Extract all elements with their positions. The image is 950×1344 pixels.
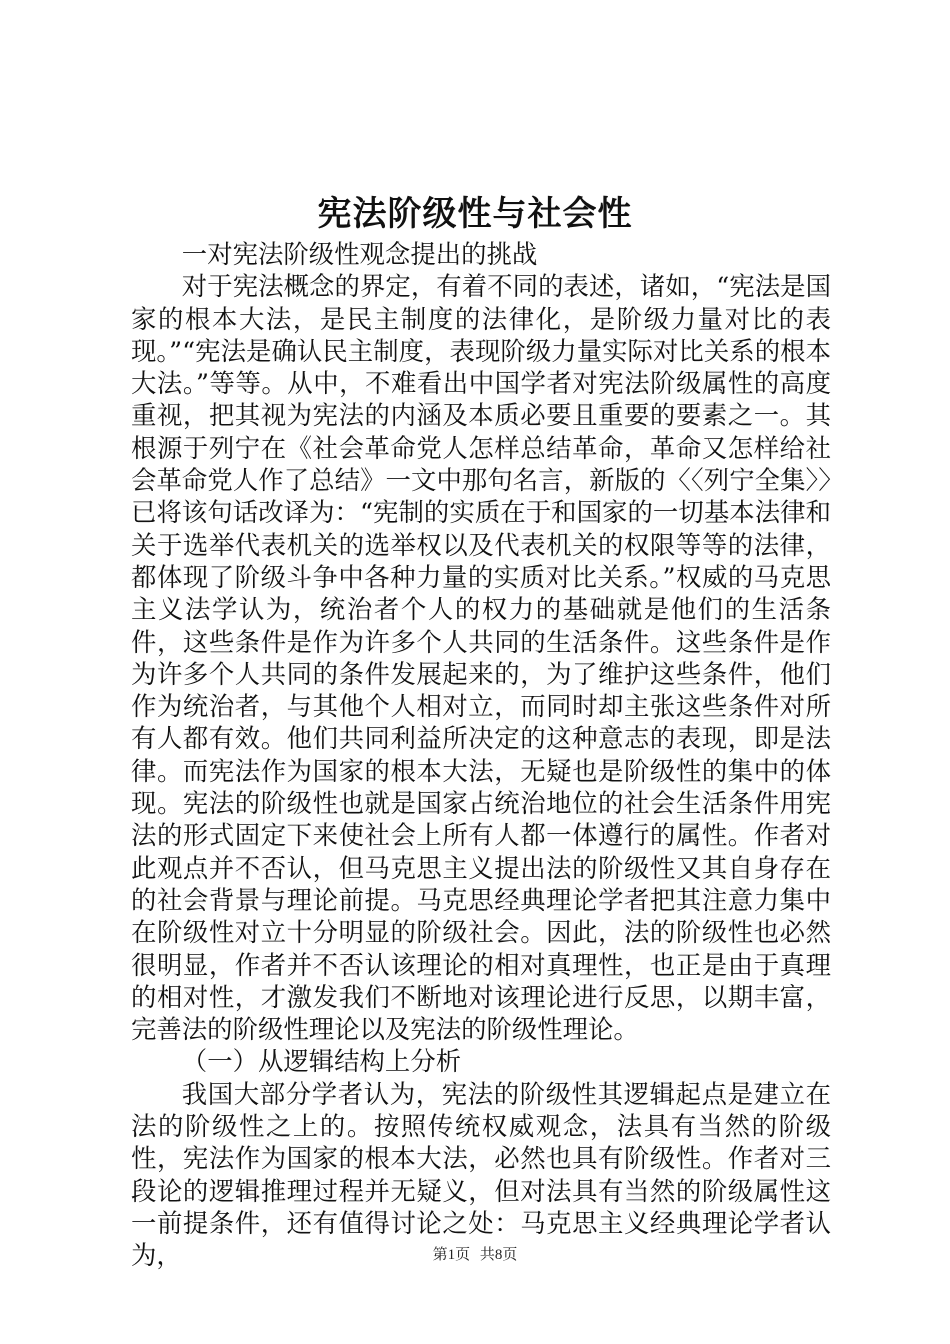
body-paragraph: 对于宪法概念的界定，有着不同的表述，诸如，“宪法是国家的根本大法，是民主制度的法律化，是阶级力量对比的表现。”“宪法是确认民主制度，表现阶级力量实际对比关系的根本大法。”等等。从中，不难看出中国学者对宪法阶级属性的高度重视，把其视为宪法的内涵及本质必要且重要的要素之一。其根源于列宁在《社会革命党人怎样总结革命，革命又怎样给社会革命党人作了总结》一文中那句名言，新版的〈〈列宁全集〉〉已将该句话改译为：“宪制的实质在于和国家的一切基本法律和关于选举代表机关的选举权以及代表机关的权限等等的法律，都体现了阶级斗争中各种力量的实质对比关系。”权威的马克思主义法学认为，统治者个人的权力的基础就是他们的生活条件，这些条件是作为许多个人共同的生活条件。这些条件是作为许多个人共同的条件发展起来的，为了维护这些条件，他们作为统治者，与其他个人相对立，而同时却主张这些条件对所有人都有效。他们共同利益所决定的这种意志的表现，即是法律。而宪法作为国家的根本大法，无疑也是阶级性的集中的体现。宪法的阶级性也就是国家占统治地位的社会生活条件用宪法的形式固定下来使社会上所有人都一体遵行的属性。作者对此观点并不否认，但马克思主义提出法的阶级性又其自身存在的社会背景与理论前提。马克思经典理论学者把其注意力集中在阶级性对立十分明显的阶级社会。因此，法的阶级性也必然很明显，作者并不否认该理论的相对真理性，也正是由于真理的相对性，才激发我们不断地对该理论进行反思，以期丰富，完善法的阶级性理论以及宪法的阶级性理论。 <box>131 271 831 1045</box>
body-paragraph: 我国大部分学者认为，宪法的阶级性其逻辑起点是建立在法的阶级性之上的。按照传统权威观念，法具有当然的阶级性，宪法作为国家的根本大法，必然也具有阶级性。作者对三段论的逻辑推理过程并无疑义，但对法具有当然的阶级属性这一前提条件，还有值得讨论之处：马克思主义经典理论学者认为， <box>131 1078 831 1271</box>
page-number-footer: 第1页 共8页 <box>432 1247 518 1263</box>
subsection-heading: （一）从逻辑结构上分析 <box>181 1046 462 1077</box>
document-body <box>131 238 831 1272</box>
section-heading: 一对宪法阶级性观念提出的挑战 <box>181 239 538 269</box>
document-title: 宪法阶级性与社会性 <box>317 194 633 234</box>
